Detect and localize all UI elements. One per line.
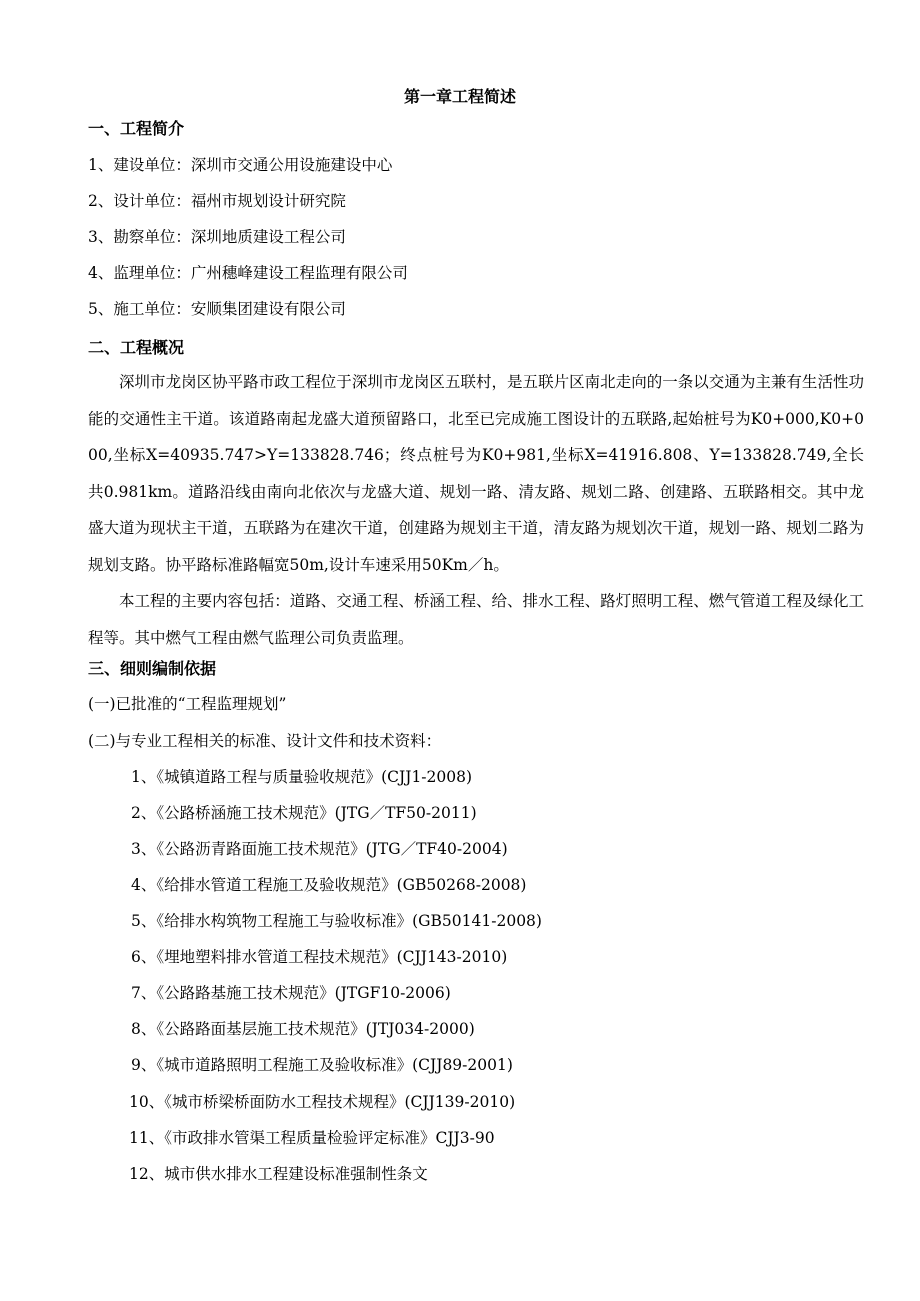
standard-item: 8、《公路路面基层施工技术规范》(JTJ034-2000): [131, 1020, 475, 1038]
list-item-designer: 2、设计单位：福州市规划设计研究院: [88, 192, 346, 210]
standard-item: 9、《城市道路照明工程施工及验收标准》(CJJ89-2001): [131, 1056, 513, 1074]
project-scope-paragraph: 本工程的主要内容包括：道路、交通工程、桥涵工程、给、排水工程、路灯照明工程、燃气管道工程及绿化工程等。其中燃气工程由燃气监理公司负责监理。: [88, 592, 864, 647]
list-item-supervisor: 4、监理单位：广州穗峰建设工程监理有限公司: [88, 264, 408, 282]
standard-item: 4、《给排水管道工程施工及验收规范》(GB50268-2008): [131, 876, 527, 894]
standard-item: 7、《公路路基施工技术规范》(JTGF10-2006): [131, 984, 451, 1002]
chapter-title: 第一章工程简述: [403, 87, 516, 106]
list-item-owner: 1、建设单位：深圳市交通公用设施建设中心: [88, 156, 393, 174]
standard-item: 5、《给排水构筑物工程施工与验收标准》(GB50141-2008): [131, 912, 542, 930]
standard-item: 11、《市政排水管渠工程质量检验评定标准》CJJ3-90: [129, 1129, 495, 1147]
standard-item: 3、《公路沥青路面施工技术规范》(JTG／TF40-2004): [131, 840, 508, 858]
basis-item-standards: (二)与专业工程相关的标准、设计文件和技术资料：: [88, 732, 442, 750]
standard-item: 2、《公路桥涵施工技术规范》(JTG／TF50-2011): [131, 804, 477, 822]
standard-item: 12、城市供水排水工程建设标准强制性条文: [129, 1165, 428, 1183]
standard-item: 10、《城市桥梁桥面防水工程技术规程》(CJJ139-2010): [129, 1093, 516, 1111]
standard-item: 6、《埋地塑料排水管道工程技术规范》(CJJ143-2010): [131, 948, 508, 966]
list-item-contractor: 5、施工单位：安顺集团建设有限公司: [88, 300, 346, 318]
project-summary-paragraph: 深圳市龙岗区协平路市政工程位于深圳市龙岗区五联村，是五联片区南北走向的一条以交通为主兼有生活性功能的交通性主干道。该道路南起龙盛大道预留路口，北至已完成施工图设计的五联路,起始桩号为K0+000,K0+000,坐标X=40935.747>Y=133828.746；终点桩号为K0+981,坐标X=41916.808、Y=133828.749,全长共0.981km。道路沿线由南向北依次与龙盛大道、规划一路、清友路、规划二路、创建路、五联路相交。其中龙盛大道为现状主干道，五联路为在建次干道，创建路为规划主干道，清友路为规划次干道，规划一路、规划二路为规划支路。协平路标准路幅宽50m,设计车速采用50Km／h。: [88, 373, 864, 574]
section-heading-summary: 二、工程概况: [88, 338, 185, 357]
section-heading-overview: 一、工程简介: [88, 119, 185, 138]
basis-item-plan: (一)已批准的“工程监理规划”: [88, 695, 287, 713]
section-heading-basis: 三、细则编制依据: [88, 659, 217, 678]
standard-item: 1、《城镇道路工程与质量验收规范》(CJJ1-2008): [131, 768, 473, 786]
list-item-surveyor: 3、勘察单位：深圳地质建设工程公司: [88, 228, 346, 246]
